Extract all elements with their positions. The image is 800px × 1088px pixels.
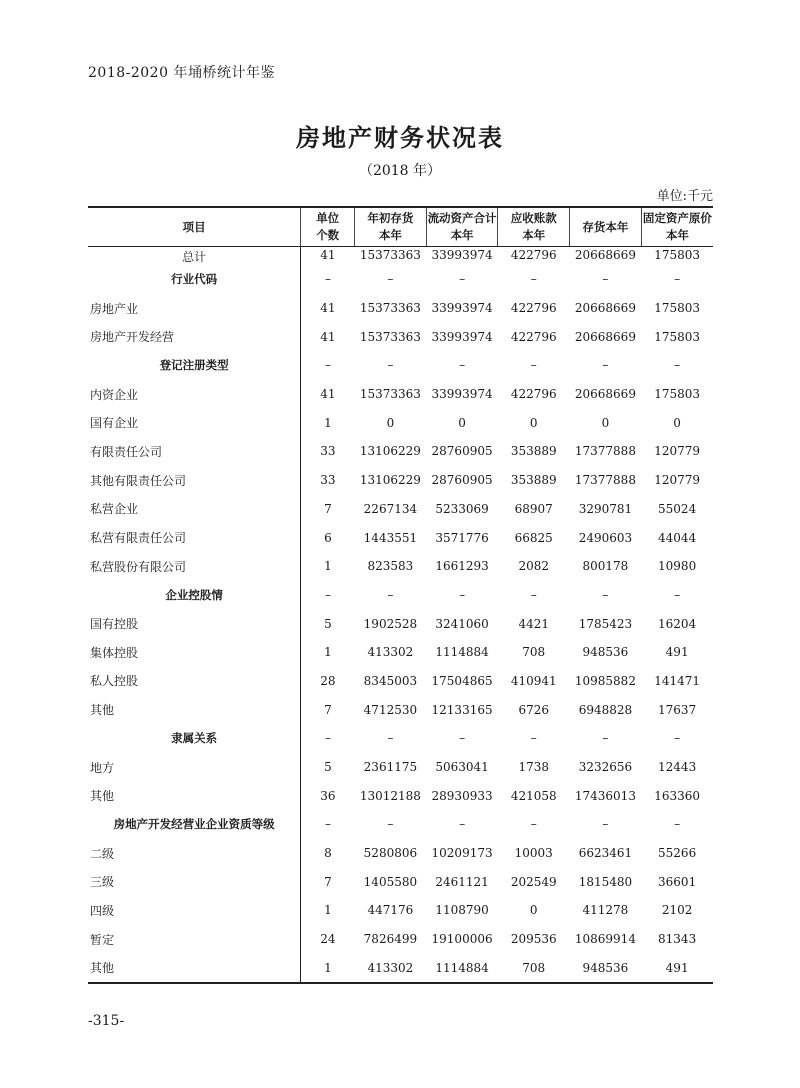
row-label: 其他 — [90, 703, 115, 718]
table-row — [88, 638, 713, 667]
cell-inventory-start: – — [387, 817, 394, 832]
cell-inventory: 3290781 — [578, 501, 633, 516]
header-item: 项目 — [88, 207, 301, 247]
cell-inventory: 948536 — [582, 645, 629, 660]
cell-inventory-start: 823583 — [367, 559, 414, 574]
cell-inventory-start: 413302 — [367, 645, 414, 660]
cell-inventory: 0 — [601, 415, 610, 430]
cell-current-assets: 1114884 — [426, 954, 498, 984]
cell-inventory-start: – — [387, 731, 394, 746]
cell-fixed-assets: 2102 — [661, 903, 693, 918]
cell-fixed-assets: 16204 — [658, 616, 697, 631]
cell-inventory: 20668669 — [574, 301, 636, 316]
cell-units: 28 — [301, 667, 355, 696]
cell-current-assets: 5063041 — [435, 760, 489, 775]
table-header-row — [88, 207, 713, 247]
header-units: 单位 个数 — [301, 207, 355, 247]
cell-receivables: 708 — [498, 954, 570, 984]
cell-fixed-assets: 0 — [673, 415, 681, 430]
cell-units: 36 — [301, 781, 355, 810]
cell-current-assets: – — [459, 817, 466, 832]
row-label: 内资企业 — [90, 387, 139, 402]
cell-units: 7 — [301, 695, 355, 724]
cell-receivables: 10003 — [514, 846, 553, 861]
cell-fixed-assets: 491 — [665, 645, 689, 660]
table-row — [88, 867, 713, 896]
cell-receivables: 353889 — [510, 444, 557, 459]
cell-inventory: 948536 — [570, 954, 642, 984]
cell-inventory-start: 413302 — [355, 954, 427, 984]
row-label: 私营企业 — [90, 502, 139, 517]
cell-receivables: 422796 — [510, 301, 557, 316]
cell-units: 6 — [301, 523, 355, 552]
table-row — [88, 265, 713, 294]
cell-receivables: 422796 — [510, 387, 557, 402]
cell-fixed-assets: 120779 — [654, 444, 701, 459]
cell-inventory-start: 13012188 — [359, 788, 421, 803]
cell-fixed-assets: 175803 — [654, 248, 701, 262]
cell-fixed-assets: 175803 — [654, 301, 701, 316]
cell-fixed-assets: 141471 — [654, 673, 701, 688]
cell-fixed-assets: – — [674, 272, 681, 287]
row-label: 私营有限责任公司 — [90, 531, 187, 546]
page-number: -315- — [88, 1013, 125, 1029]
cell-units: 5 — [301, 753, 355, 782]
cell-inventory: – — [602, 731, 609, 746]
cell-units: 1 — [301, 408, 355, 437]
table-row — [88, 523, 713, 552]
cell-units: 7 — [301, 495, 355, 524]
table-row — [88, 896, 713, 925]
cell-fixed-assets: 44044 — [658, 530, 697, 545]
cell-current-assets: 33993974 — [431, 248, 493, 262]
cell-fixed-assets: 175803 — [654, 329, 701, 344]
cell-inventory: 17377888 — [574, 444, 636, 459]
row-label: 集体控股 — [90, 645, 139, 660]
cell-inventory: – — [602, 272, 609, 287]
table-row — [88, 294, 713, 323]
running-head: 2018-2020 年埇桥统计年鉴 — [88, 65, 275, 81]
cell-current-assets: 28760905 — [431, 444, 493, 459]
cell-units: 5 — [301, 609, 355, 638]
cell-units: – — [301, 724, 355, 753]
cell-fixed-assets: – — [674, 587, 681, 602]
cell-current-assets: 33993974 — [431, 387, 493, 402]
cell-current-assets: 28930933 — [431, 788, 493, 803]
row-label: 有限责任公司 — [90, 444, 163, 459]
cell-inventory: – — [602, 587, 609, 602]
cell-receivables: 66825 — [514, 530, 553, 545]
cell-inventory-start: 13106229 — [359, 473, 421, 488]
cell-current-assets: 12133165 — [431, 702, 493, 717]
cell-fixed-assets: 10980 — [658, 559, 697, 574]
cell-receivables: 2082 — [518, 559, 550, 574]
cell-fixed-assets: 175803 — [654, 387, 701, 402]
header-fixed-assets: 固定资产原价 本年 — [641, 207, 713, 247]
header-current-assets: 流动资产合计 本年 — [426, 207, 498, 247]
cell-inventory: 20668669 — [574, 329, 636, 344]
cell-receivables: 410941 — [510, 673, 557, 688]
section-heading: 企业控股情 — [165, 587, 223, 602]
cell-current-assets: 33993974 — [431, 329, 493, 344]
cell-receivables: 0 — [529, 903, 538, 918]
cell-current-assets: – — [459, 358, 466, 373]
cell-current-assets: – — [459, 587, 466, 602]
cell-inventory: 3232656 — [578, 760, 633, 775]
cell-fixed-assets: 491 — [641, 954, 713, 984]
cell-units: 41 — [301, 294, 355, 323]
cell-fixed-assets: – — [674, 817, 681, 832]
cell-inventory-start: 447176 — [367, 903, 414, 918]
header-inventory-start: 年初存货 本年 — [355, 207, 427, 247]
cell-units: – — [301, 581, 355, 610]
cell-current-assets: – — [459, 272, 466, 287]
cell-current-assets: 1661293 — [435, 559, 489, 574]
cell-units: – — [301, 265, 355, 294]
cell-inventory-start: 1405580 — [363, 874, 418, 889]
cell-fixed-assets: 120779 — [654, 473, 701, 488]
cell-inventory: 411278 — [582, 903, 629, 918]
cell-receivables: 421058 — [510, 788, 557, 803]
cell-current-assets: 10209173 — [431, 846, 493, 861]
cell-receivables: 68907 — [514, 501, 553, 516]
row-label: 其他 — [90, 789, 115, 804]
cell-units: – — [301, 810, 355, 839]
row-label: 二级 — [90, 846, 115, 861]
cell-inventory-start: 13106229 — [359, 444, 421, 459]
cell-current-assets: 2461121 — [435, 874, 489, 889]
cell-units: 24 — [301, 925, 355, 954]
cell-receivables: – — [530, 272, 537, 287]
cell-receivables: 422796 — [510, 329, 557, 344]
table-row — [88, 781, 713, 810]
row-label: 私人控股 — [90, 674, 139, 689]
cell-current-assets: 17504865 — [431, 673, 493, 688]
cell-inventory: 800178 — [582, 559, 629, 574]
cell-inventory: 2490603 — [578, 530, 633, 545]
cell-receivables: – — [530, 817, 537, 832]
cell-units: 7 — [301, 867, 355, 896]
cell-current-assets: – — [459, 731, 466, 746]
row-label: 总计 — [182, 250, 207, 264]
cell-current-assets: 1108790 — [435, 903, 489, 918]
cell-inventory-start: 1902528 — [363, 616, 418, 631]
cell-units: 1 — [301, 638, 355, 667]
cell-receivables: – — [530, 731, 537, 746]
cell-inventory-start: 15373363 — [359, 301, 421, 316]
cell-inventory: 10869914 — [574, 932, 636, 947]
cell-inventory-start: – — [387, 272, 394, 287]
cell-receivables: 4421 — [518, 616, 550, 631]
cell-inventory-start: – — [387, 587, 394, 602]
table-row — [88, 495, 713, 524]
row-label: 国有控股 — [90, 617, 139, 632]
cell-inventory: 17377888 — [574, 473, 636, 488]
cell-receivables: 6726 — [518, 702, 550, 717]
table-row — [88, 810, 713, 839]
cell-inventory: 1785423 — [578, 616, 633, 631]
cell-current-assets: 3571776 — [435, 530, 489, 545]
cell-units: 41 — [301, 380, 355, 409]
row-label: 房地产开发经营 — [90, 330, 175, 345]
cell-units: 8 — [301, 839, 355, 868]
cell-current-assets: 19100006 — [431, 932, 493, 947]
row-label: 私营股份有限公司 — [90, 559, 187, 574]
cell-inventory-start: – — [387, 358, 394, 373]
row-label: 三级 — [90, 875, 115, 890]
cell-inventory-start: 15373363 — [359, 248, 421, 262]
table-row — [88, 925, 713, 954]
cell-current-assets: 3241060 — [435, 616, 489, 631]
cell-units: 1 — [301, 552, 355, 581]
page-title: 房地产财务状况表 — [296, 123, 504, 152]
cell-current-assets: 28760905 — [431, 473, 493, 488]
cell-receivables: 708 — [522, 645, 546, 660]
section-heading: 登记注册类型 — [159, 358, 229, 373]
cell-inventory: 20668669 — [574, 248, 636, 262]
row-label: 暂定 — [90, 932, 115, 947]
cell-inventory: 10985882 — [574, 673, 636, 688]
cell-inventory-start: 0 — [386, 415, 395, 430]
cell-units: 41 — [301, 247, 355, 266]
header-inventory: 存货本年 — [570, 207, 642, 247]
cell-inventory-start: 15373363 — [359, 329, 421, 344]
cell-current-assets: 5233069 — [435, 501, 489, 516]
table-row — [88, 753, 713, 782]
table-row — [88, 954, 713, 984]
financial-table — [88, 206, 713, 984]
cell-inventory-start: 4712530 — [363, 702, 418, 717]
section-heading: 房地产开发经营业企业资质等级 — [113, 817, 275, 832]
cell-units: 1 — [301, 954, 355, 984]
cell-receivables: – — [530, 358, 537, 373]
table-row — [88, 667, 713, 696]
row-label: 其他有限责任公司 — [90, 473, 187, 488]
table-row — [88, 724, 713, 753]
cell-receivables: 202549 — [510, 874, 557, 889]
header-receivables: 应收账款 本年 — [498, 207, 570, 247]
cell-units: 33 — [301, 466, 355, 495]
cell-inventory: 17436013 — [574, 788, 636, 803]
table-row — [88, 408, 713, 437]
cell-inventory-start: 1443551 — [363, 530, 418, 545]
cell-inventory: 6948828 — [578, 702, 633, 717]
cell-receivables: 353889 — [510, 473, 557, 488]
cell-receivables: 209536 — [510, 932, 557, 947]
cell-inventory: 6623461 — [578, 846, 633, 861]
table-row — [88, 437, 713, 466]
table-row — [88, 552, 713, 581]
table-row — [88, 380, 713, 409]
cell-units: 1 — [301, 896, 355, 925]
cell-fixed-assets: 81343 — [658, 932, 697, 947]
cell-fixed-assets: 163360 — [654, 788, 701, 803]
section-heading: 隶属关系 — [171, 731, 218, 746]
cell-units: 41 — [301, 322, 355, 351]
cell-fixed-assets: 55266 — [658, 846, 697, 861]
section-heading: 行业代码 — [171, 272, 218, 287]
cell-fixed-assets: 55024 — [658, 501, 697, 516]
table-row — [88, 322, 713, 351]
cell-fixed-assets: 12443 — [658, 760, 697, 775]
row-label: 其他 — [88, 954, 301, 984]
cell-inventory-start: 2361175 — [363, 760, 418, 775]
cell-fixed-assets: – — [674, 731, 681, 746]
cell-units: – — [301, 351, 355, 380]
cell-inventory-start: 15373363 — [359, 387, 421, 402]
unit-label: 单位:千元 — [656, 189, 713, 204]
cell-receivables: 1738 — [518, 760, 550, 775]
cell-receivables: 422796 — [510, 248, 557, 262]
cell-units: 33 — [301, 437, 355, 466]
row-label: 四级 — [90, 903, 115, 918]
table-row — [88, 609, 713, 638]
cell-current-assets: 1114884 — [435, 645, 489, 660]
table-row — [88, 466, 713, 495]
table-row — [88, 581, 713, 610]
cell-inventory-start: 2267134 — [363, 501, 418, 516]
page-subtitle: （2018 年） — [358, 163, 442, 179]
cell-inventory: 1815480 — [578, 874, 633, 889]
table-row — [88, 839, 713, 868]
cell-fixed-assets: 36601 — [658, 874, 697, 889]
cell-inventory: 20668669 — [574, 387, 636, 402]
cell-current-assets: 33993974 — [431, 301, 493, 316]
cell-inventory-start: 5280806 — [363, 846, 418, 861]
table-row — [88, 351, 713, 380]
cell-receivables: – — [530, 587, 537, 602]
cell-fixed-assets: 17637 — [658, 702, 697, 717]
table-row — [88, 695, 713, 724]
cell-receivables: 0 — [529, 415, 538, 430]
cell-inventory-start: 8345003 — [363, 673, 418, 688]
cell-current-assets: 0 — [458, 415, 466, 430]
row-label: 地方 — [90, 760, 115, 775]
cell-inventory-start: 7826499 — [363, 932, 418, 947]
row-label: 国有企业 — [90, 416, 139, 431]
cell-inventory: – — [602, 817, 609, 832]
row-label: 房地产业 — [90, 301, 139, 316]
cell-fixed-assets: – — [674, 358, 681, 373]
table-row — [88, 247, 713, 266]
cell-inventory: – — [602, 358, 609, 373]
